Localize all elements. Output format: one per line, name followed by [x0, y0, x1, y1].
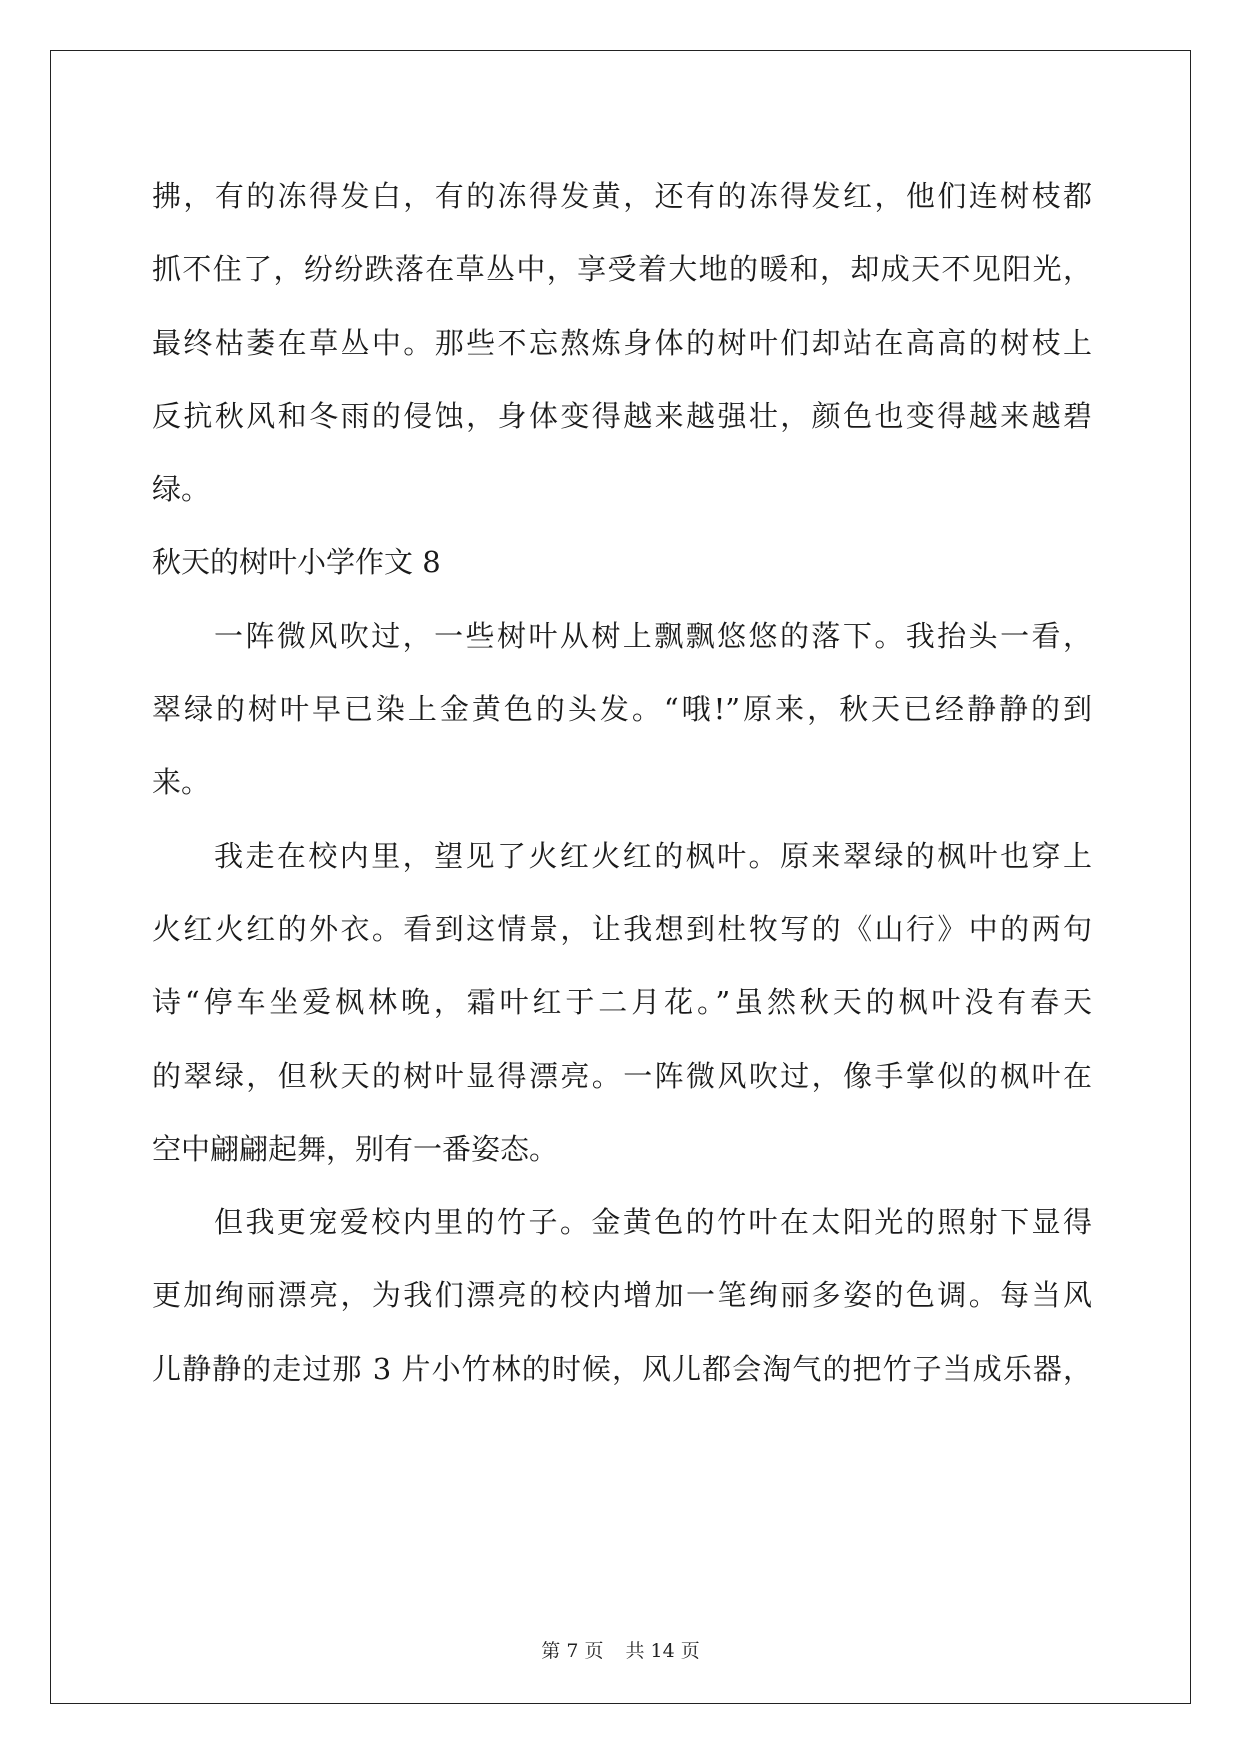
current-page-number: 第 7 页 — [541, 1640, 604, 1662]
text-line: 来。 — [152, 765, 211, 800]
total-page-count: 共 14 页 — [625, 1640, 700, 1662]
section-heading: 秋天的树叶小学作文 8 — [152, 545, 441, 580]
text-line: 反抗秋风和冬雨的侵蚀，身体变得越来越强壮，颜色也变得越来越碧 — [152, 398, 1092, 433]
text-line: 更加绚丽漂亮，为我们漂亮的校内增加一笔绚丽多姿的色调。每当风 — [152, 1278, 1092, 1313]
text-line: 一阵微风吹过，一些树叶从树上飘飘悠悠的落下。我抬头一看， — [214, 618, 1092, 653]
text-line: 诗“停车坐爱枫林晚，霜叶红于二月花。”虽然秋天的枫叶没有春天 — [152, 985, 1092, 1020]
text-line: 我走在校内里，望见了火红火红的枫叶。原来翠绿的枫叶也穿上 — [214, 838, 1092, 873]
text-line: 翠绿的树叶早已染上金黄色的头发。“哦!”原来，秋天已经静静的到 — [152, 692, 1092, 727]
text-line: 但我更宠爱校内里的竹子。金黄色的竹叶在太阳光的照射下显得 — [214, 1205, 1092, 1240]
text-line: 火红火红的外衣。看到这情景，让我想到杜牧写的《山行》中的两句 — [152, 911, 1092, 946]
text-line: 空中翩翩起舞，别有一番姿态。 — [152, 1131, 559, 1166]
text-line: 的翠绿，但秋天的树叶显得漂亮。一阵微风吹过，像手掌似的枫叶在 — [152, 1058, 1092, 1093]
text-line: 最终枯萎在草丛中。那些不忘熬炼身体的树叶们却站在高高的树枝上 — [152, 325, 1092, 360]
text-line: 绿。 — [152, 472, 211, 507]
page-footer — [0, 1636, 1241, 1663]
text-line: 抓不住了，纷纷跌落在草丛中，享受着大地的暖和，却成天不见阳光， — [152, 252, 1092, 287]
text-line: 拂，有的冻得发白，有的冻得发黄，还有的冻得发红，他们连树枝都 — [152, 179, 1092, 213]
text-line: 儿静静的走过那 3 片小竹林的时候，风儿都会淘气的把竹子当成乐器， — [152, 1351, 1092, 1386]
document-body — [152, 160, 1092, 1406]
